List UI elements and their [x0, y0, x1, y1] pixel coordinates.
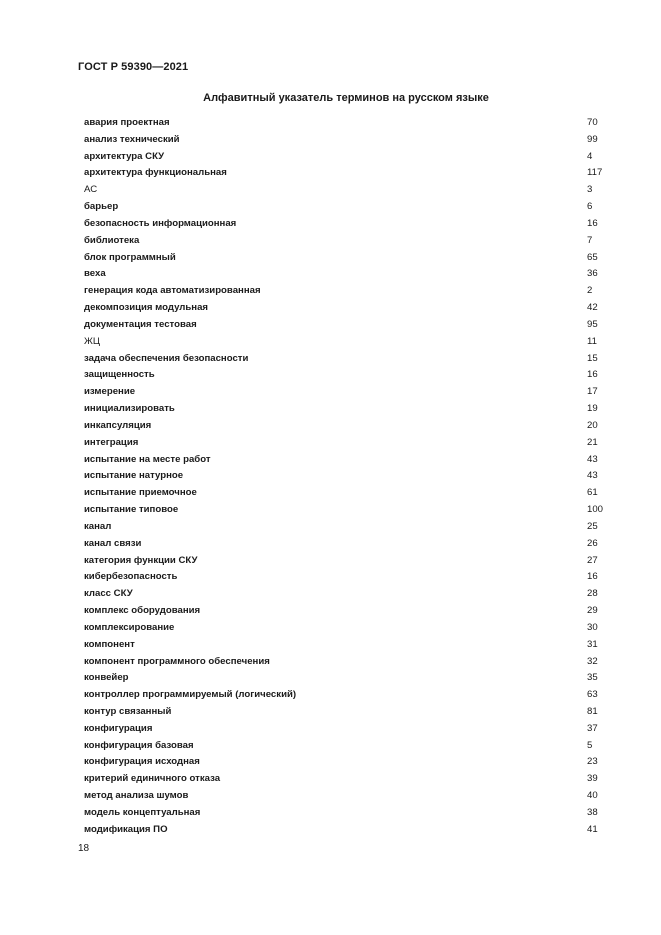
index-page-ref: 11 — [587, 335, 597, 347]
index-entry — [84, 300, 614, 317]
index-entry — [84, 233, 614, 250]
index-term: анализ технический — [84, 133, 180, 145]
index-term: декомпозиция модульная — [84, 302, 209, 314]
index-entry — [84, 771, 614, 788]
index-term: категория функции СКУ — [84, 554, 198, 566]
index-page-ref: 29 — [587, 605, 598, 617]
index-term: блок программный — [84, 251, 176, 263]
index-page-ref: 40 — [587, 790, 598, 802]
index-entry — [84, 586, 614, 603]
index-page-ref: 37 — [587, 722, 598, 734]
index-page-ref: 6 — [587, 201, 593, 213]
index-list — [84, 115, 614, 839]
index-term: компонент программного обеспечения — [84, 655, 270, 667]
index-page-ref: 17 — [587, 386, 598, 398]
document-code: ГОСТ Р 59390—2021 — [78, 61, 189, 73]
index-page-ref: 31 — [587, 638, 598, 650]
index-term: библиотека — [84, 234, 140, 246]
index-term: контроллер программируемый (логический) — [84, 689, 297, 701]
index-page-ref: 3 — [587, 184, 593, 196]
index-term: канал — [84, 520, 112, 532]
index-entry — [84, 805, 614, 822]
index-entry — [84, 620, 614, 637]
index-entry — [84, 654, 614, 671]
index-term: веха — [84, 268, 106, 280]
index-page-ref: 65 — [587, 251, 598, 263]
index-term: метод анализа шумов — [84, 790, 189, 802]
index-page-ref: 2 — [587, 285, 593, 297]
index-term: испытание на месте работ — [84, 453, 211, 465]
index-term: конфигурация — [84, 722, 153, 734]
index-entry — [84, 553, 614, 570]
index-page-ref: 38 — [587, 806, 598, 818]
index-page-ref: 41 — [587, 823, 598, 835]
index-entry — [84, 401, 614, 418]
index-page-ref: 25 — [587, 520, 598, 532]
index-term: архитектура функциональная — [84, 167, 227, 179]
index-page-ref: 16 — [587, 217, 598, 229]
index-term: измерение — [84, 386, 136, 398]
index-entry — [84, 822, 614, 839]
index-page-ref: 19 — [587, 403, 598, 415]
index-term: инициализировать — [84, 403, 175, 415]
index-entry — [84, 216, 614, 233]
index-entry — [84, 670, 614, 687]
index-term: барьер — [84, 201, 119, 213]
index-page-ref: 61 — [587, 487, 598, 499]
index-term: ЖЦ — [84, 335, 100, 347]
index-entry — [84, 637, 614, 654]
index-entry — [84, 182, 614, 199]
index-page-ref: 100 — [587, 504, 604, 516]
index-page-ref: 30 — [587, 621, 598, 633]
index-page-ref: 16 — [587, 571, 598, 583]
index-term: интеграция — [84, 436, 139, 448]
index-term: критерий единичного отказа — [84, 773, 221, 785]
index-entry — [84, 536, 614, 553]
index-term: задача обеспечения безопасности — [84, 352, 249, 364]
index-term: защищенность — [84, 369, 155, 381]
index-entry — [84, 788, 614, 805]
index-term: канал связи — [84, 537, 142, 549]
index-page-ref: 32 — [587, 655, 598, 667]
index-page-ref: 4 — [587, 150, 593, 162]
index-page-ref: 26 — [587, 537, 598, 549]
index-entry — [84, 132, 614, 149]
index-term: кибербезопасность — [84, 571, 178, 583]
index-term: контур связанный — [84, 705, 172, 717]
index-entry — [84, 283, 614, 300]
index-entry — [84, 468, 614, 485]
index-entry — [84, 149, 614, 166]
index-page-ref: 5 — [587, 739, 593, 751]
index-entry — [84, 384, 614, 401]
index-entry — [84, 418, 614, 435]
index-term: конфигурация базовая — [84, 739, 194, 751]
index-term: архитектура СКУ — [84, 150, 165, 162]
index-page-ref: 70 — [587, 117, 598, 128]
index-entry — [84, 721, 614, 738]
index-term: модификация ПО — [84, 823, 168, 835]
index-entry — [84, 519, 614, 536]
index-page-ref: 21 — [587, 436, 598, 448]
index-entry — [84, 502, 614, 519]
index-entry — [84, 485, 614, 502]
index-page-ref: 42 — [587, 302, 598, 314]
index-entry — [84, 317, 614, 334]
index-term: компонент — [84, 638, 135, 650]
index-entry — [84, 165, 614, 182]
index-entry — [84, 569, 614, 586]
index-term: инкапсуляция — [84, 419, 152, 431]
index-entry — [84, 334, 614, 351]
index-page-ref: 28 — [587, 588, 598, 600]
index-page-ref: 27 — [587, 554, 598, 566]
index-page-ref: 39 — [587, 773, 598, 785]
index-entry — [84, 351, 614, 368]
index-entry — [84, 704, 614, 721]
index-page-ref: 15 — [587, 352, 598, 364]
index-entry — [84, 367, 614, 384]
index-entry — [84, 115, 614, 132]
index-entry — [84, 738, 614, 755]
index-entry — [84, 603, 614, 620]
index-term: генерация кода автоматизированная — [84, 285, 261, 297]
index-term: безопасность информационная — [84, 217, 237, 229]
index-page-ref: 36 — [587, 268, 598, 280]
index-term: модель концептуальная — [84, 806, 201, 818]
index-entry — [84, 687, 614, 704]
index-entry — [84, 452, 614, 469]
index-page-ref: 23 — [587, 756, 598, 768]
index-term: испытание натурное — [84, 470, 184, 482]
index-page-ref: 43 — [587, 470, 598, 482]
index-entry — [84, 250, 614, 267]
index-term: АС — [84, 184, 98, 196]
index-title: Алфавитный указатель терминов на русском языке — [203, 92, 489, 104]
index-page-ref: 43 — [587, 453, 598, 465]
index-entry — [84, 754, 614, 771]
index-page-ref: 35 — [587, 672, 598, 684]
page-number: 18 — [78, 843, 90, 854]
index-term: конвейер — [84, 672, 129, 684]
index-page-ref: 99 — [587, 133, 598, 145]
index-term: класс СКУ — [84, 588, 133, 600]
index-page-ref: 16 — [587, 369, 598, 381]
index-page-ref: 20 — [587, 419, 598, 431]
index-entry — [84, 435, 614, 452]
index-entry — [84, 199, 614, 216]
index-page-ref: 95 — [587, 318, 598, 330]
index-page-ref: 63 — [587, 689, 598, 701]
index-page-ref: 7 — [587, 234, 593, 246]
index-page-ref: 117 — [587, 167, 603, 179]
index-term: испытание типовое — [84, 504, 179, 516]
index-term: комплекс оборудования — [84, 605, 201, 617]
index-term: конфигурация исходная — [84, 756, 200, 768]
index-term: испытание приемочное — [84, 487, 197, 499]
index-term: документация тестовая — [84, 318, 197, 330]
index-page-ref: 81 — [587, 705, 598, 717]
index-term: комплексирование — [84, 621, 175, 633]
index-entry — [84, 266, 614, 283]
index-term: авария проектная — [84, 117, 170, 128]
